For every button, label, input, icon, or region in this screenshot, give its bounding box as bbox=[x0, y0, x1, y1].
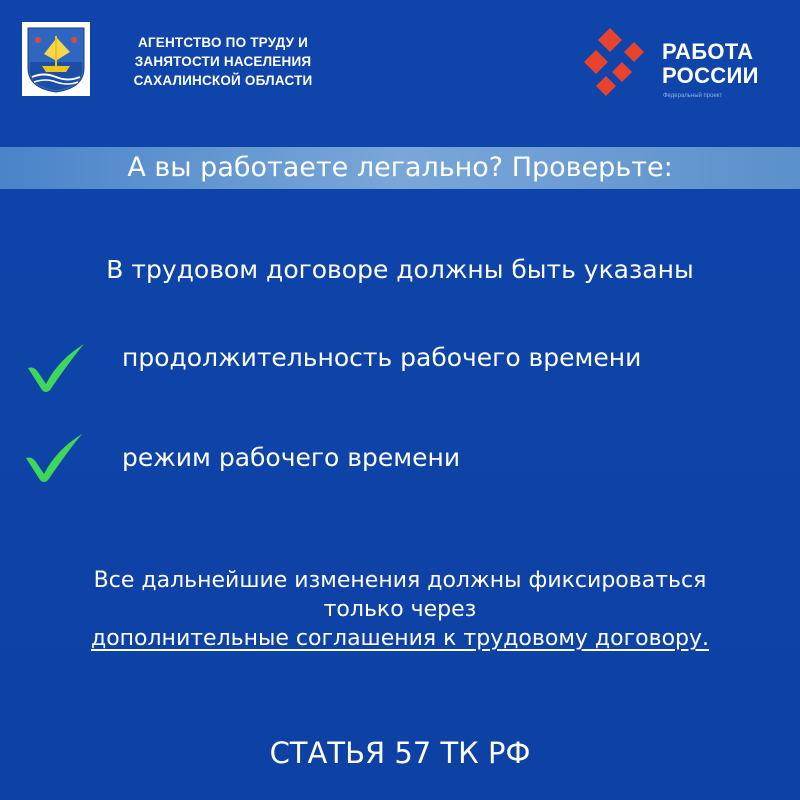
logo-tagline: Федеральный проект bbox=[663, 93, 723, 99]
intro-text: В трудовом договоре должны быть указаны bbox=[106, 255, 694, 284]
note-line-2: только через bbox=[323, 597, 477, 622]
wordmark-line-1: РАБОТА bbox=[662, 39, 754, 64]
checklist-item: режим рабочего времени bbox=[122, 443, 461, 472]
note-text bbox=[0, 566, 800, 653]
wordmark-line-2: РОССИИ bbox=[662, 63, 759, 88]
rabota-rossii-wordmark bbox=[662, 40, 759, 88]
checkmark-icon bbox=[22, 338, 92, 394]
rabota-rossii-logo-icon bbox=[582, 28, 652, 98]
checklist-item: продолжительность рабочего времени bbox=[122, 343, 642, 372]
agency-line-3: САХАЛИНСКОЙ ОБЛАСТИ bbox=[133, 73, 313, 88]
checkmark-icon bbox=[20, 428, 90, 484]
note-line-3: дополнительные соглашения к трудовому договору. bbox=[90, 626, 710, 651]
note-line-1: Все дальнейшие изменения должны фиксироваться bbox=[93, 568, 707, 593]
sakhalin-coat-of-arms-icon bbox=[22, 22, 90, 96]
agency-line-2: ЗАНЯТОСТИ НАСЕЛЕНИЯ bbox=[134, 54, 312, 69]
question-banner bbox=[0, 147, 800, 189]
agency-line-1: АГЕНТСТВО ПО ТРУДУ И bbox=[137, 35, 309, 50]
article-reference: СТАТЬЯ 57 ТК РФ bbox=[269, 736, 531, 770]
agency-name bbox=[108, 33, 338, 90]
banner-text: А вы работаете легально? Проверьте: bbox=[127, 152, 673, 183]
